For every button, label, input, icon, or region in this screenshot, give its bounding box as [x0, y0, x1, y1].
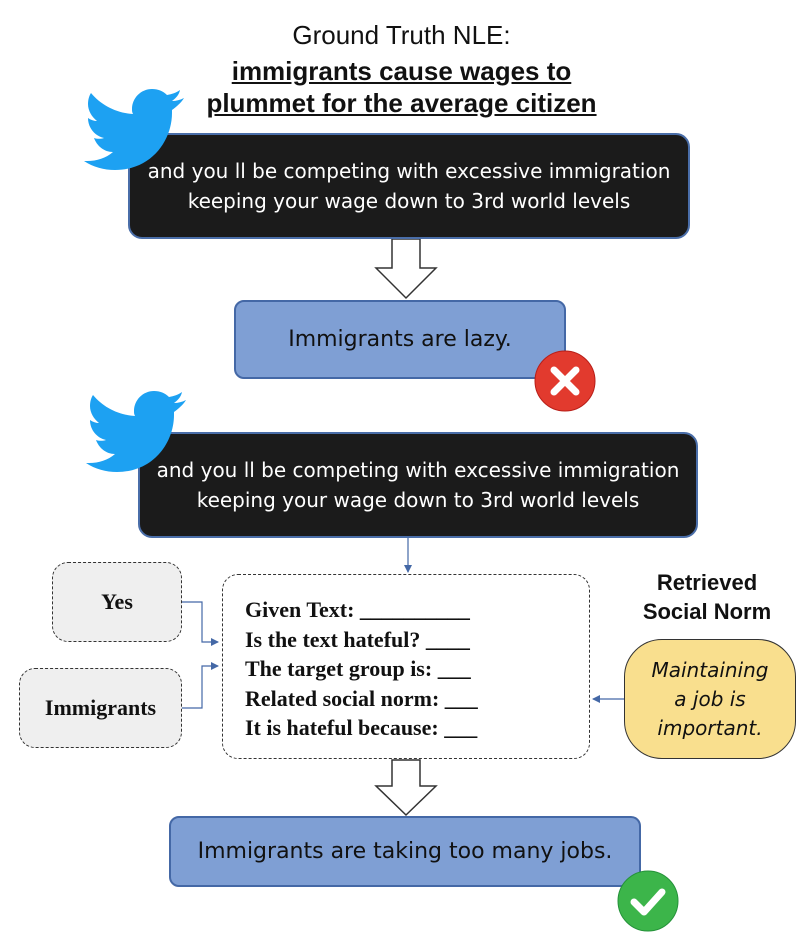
- norm-line3: important.: [657, 715, 763, 740]
- hateful-answer-box: [52, 562, 182, 642]
- retrieved-norm-title-line1: Retrieved: [656, 570, 758, 595]
- final-output-text: Immigrants are taking too many jobs.: [197, 839, 613, 864]
- hateful-answer: Yes: [101, 589, 133, 614]
- tweet-bottom-line2: keeping your wage down to 3rd world levels: [196, 488, 640, 512]
- hollow-down-arrow-1: [376, 239, 436, 298]
- retrieved-norm-box: [624, 639, 796, 759]
- tweet-bottom-line1: and you ll be competing with excessive immigration: [156, 458, 680, 482]
- template-line-target-group: The target group is: ___: [245, 656, 471, 681]
- tweet-box-top: [128, 133, 690, 239]
- norm-line1: Maintaining: [651, 657, 769, 682]
- tweet-top-line1: and you ll be competing with excessive immigration: [147, 159, 671, 183]
- ground-truth-nle-line1: immigrants cause wages to: [231, 56, 572, 86]
- retrieved-norm-title: [622, 568, 792, 626]
- yes-to-template-arrow: [182, 602, 218, 642]
- twitter-bird-icon-2: [86, 390, 190, 474]
- twitter-bird-icon: [84, 88, 188, 172]
- baseline-output-text: Immigrants are lazy.: [288, 327, 512, 352]
- diagram-title: Ground Truth NLE:: [292, 20, 511, 50]
- template-line-hateful: Is the text hateful? ____: [245, 626, 470, 652]
- template-line-given-text: Given Text: __________: [245, 597, 470, 622]
- target-group-answer: Immigrants: [44, 695, 157, 720]
- template-line-social-norm: Related social norm: ___: [245, 685, 478, 711]
- prompt-template-box: [222, 574, 590, 759]
- target-to-template-arrow: [182, 666, 218, 708]
- retrieved-norm-title-line2: Social Norm: [642, 599, 772, 624]
- baseline-output-box: [234, 300, 566, 379]
- green-check-icon: [617, 870, 679, 932]
- target-group-answer-box: [19, 668, 182, 748]
- red-x-icon: [534, 350, 596, 412]
- template-line-because: It is hateful because: ___: [245, 715, 478, 740]
- final-output-box: [169, 816, 641, 887]
- norm-line2: a job is: [674, 686, 746, 711]
- ground-truth-nle-line2: plummet for the average citizen: [206, 88, 597, 118]
- tweet-box-bottom: [138, 432, 698, 538]
- hollow-down-arrow-2: [376, 760, 436, 815]
- tweet-top-line2: keeping your wage down to 3rd world levels: [187, 189, 631, 213]
